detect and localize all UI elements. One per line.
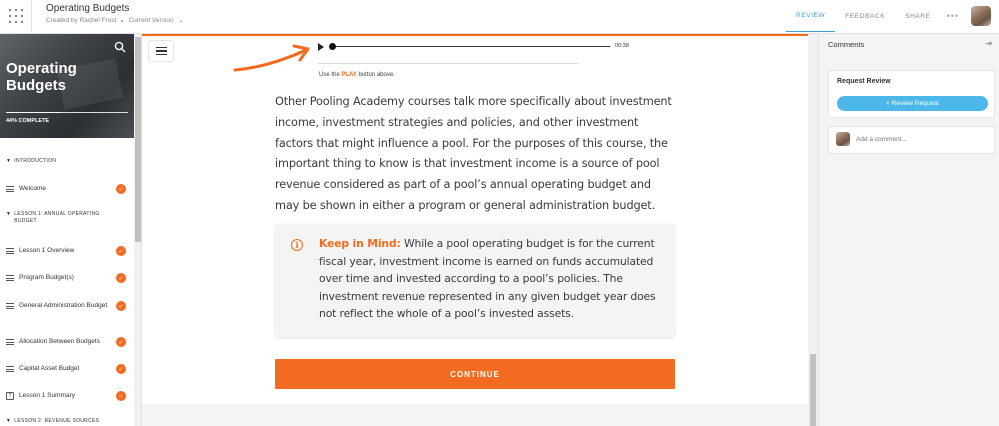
top-bar bbox=[0, 0, 999, 34]
comments-header bbox=[819, 34, 999, 54]
check-icon: ✓ bbox=[116, 184, 126, 194]
check-icon: ✓ bbox=[116, 391, 126, 401]
main-scroll-thumb[interactable] bbox=[810, 354, 816, 426]
lesson-label: Program Budget(s) bbox=[19, 274, 74, 281]
avatar bbox=[836, 132, 850, 146]
audio-progress-track[interactable] bbox=[330, 46, 610, 47]
audio-scrub-handle[interactable] bbox=[329, 43, 336, 50]
callout-text bbox=[319, 235, 664, 323]
lesson-item-welcome[interactable] bbox=[6, 185, 126, 193]
lesson-label: Capital Asset Budget bbox=[19, 365, 80, 372]
lesson-lines-icon bbox=[6, 186, 14, 192]
lesson-paragraph: Other Pooling Academy courses talk more specifically about investment income, investment strategies and policies, and other investment factors that might influence a pool. For the purposes of this course, the important thing to know is that investment income is a source of pool revenue considered as part of a pool’s annual operating budget and may be shown in either a program or general administration budget. bbox=[275, 95, 672, 212]
lesson-lines-icon bbox=[6, 303, 14, 309]
lesson-label: Lesson 1 Summary bbox=[19, 392, 75, 399]
lesson-label: General Administration Budget bbox=[19, 302, 108, 309]
callout-body: While a pool operating budget is for the current fiscal year, investment income is earned on funds accumulated over time and invested according to a pool’s policies. The investment revenue represented in any given budget year does not reflect the whole of a pool’s invested assets. bbox=[319, 237, 656, 320]
lesson-lines-icon bbox=[6, 339, 14, 345]
lesson-label: Lesson 1 Overview bbox=[19, 247, 75, 254]
sidebar-scrollbar[interactable] bbox=[134, 34, 142, 426]
section-introduction[interactable] bbox=[6, 158, 116, 165]
course-progress-label: 44% COMPLETE bbox=[6, 118, 50, 124]
comments-title: Comments bbox=[828, 40, 865, 49]
audio-time: 00:38 bbox=[615, 43, 629, 49]
lesson-lines-icon bbox=[6, 275, 14, 281]
version-dropdown[interactable]: Current Version bbox=[128, 17, 174, 24]
section-lesson-1[interactable] bbox=[6, 211, 116, 225]
tab-review[interactable]: REVIEW bbox=[786, 0, 835, 32]
request-review-card bbox=[828, 70, 995, 118]
check-icon: ✓ bbox=[116, 301, 126, 311]
caret-down-icon: ▼ bbox=[6, 211, 12, 217]
tab-feedback[interactable]: FEEDBACK bbox=[845, 12, 886, 20]
lesson-lines-icon bbox=[6, 366, 14, 372]
app-grid-button[interactable] bbox=[0, 0, 32, 32]
comment-input[interactable] bbox=[856, 136, 976, 143]
tab-share[interactable]: SHARE bbox=[905, 12, 931, 20]
main-scrollbar[interactable] bbox=[808, 34, 818, 426]
lesson-menu-button[interactable] bbox=[148, 40, 174, 62]
lesson-item-capital-asset[interactable] bbox=[6, 365, 126, 373]
top-actions bbox=[786, 0, 999, 32]
check-icon: ✓ bbox=[116, 246, 126, 256]
continue-button[interactable]: CONTINUE bbox=[275, 359, 675, 389]
grid-icon bbox=[9, 9, 23, 23]
quiz-icon: ? bbox=[6, 392, 14, 400]
lesson-lines-icon bbox=[6, 248, 14, 254]
play-icon[interactable] bbox=[318, 43, 324, 51]
play-hint: Use the PLAY button above. bbox=[319, 72, 395, 78]
lesson-item-overview[interactable] bbox=[6, 247, 126, 255]
hand-drawn-arrow-icon bbox=[232, 40, 314, 74]
comments-panel bbox=[818, 34, 999, 426]
caret-down-icon: ▼ bbox=[6, 418, 12, 424]
comment-composer bbox=[828, 126, 995, 154]
review-request-button[interactable]: + Review Request bbox=[837, 96, 988, 111]
caret-down-icon: ▼ bbox=[6, 158, 12, 164]
check-icon: ✓ bbox=[116, 364, 126, 374]
request-review-title: Request Review bbox=[837, 78, 891, 85]
lesson-main bbox=[142, 34, 818, 426]
audio-player bbox=[318, 40, 630, 56]
course-title: Operating Budgets bbox=[6, 60, 77, 94]
callout-label: Keep in Mind: bbox=[319, 237, 401, 250]
lesson-item-program-budget[interactable] bbox=[6, 274, 126, 282]
separator-dot bbox=[121, 20, 123, 22]
info-icon: i bbox=[291, 239, 303, 251]
more-options-button[interactable]: ••• bbox=[946, 11, 959, 21]
course-sidebar bbox=[0, 34, 142, 426]
lesson-item-allocation[interactable] bbox=[6, 338, 126, 346]
lesson-label: Allocation Between Budgets bbox=[19, 338, 100, 345]
section-label: INTRODUCTION bbox=[14, 158, 57, 164]
author-label: Created by Rachel Frost bbox=[46, 17, 117, 24]
play-hint-highlight: PLAY bbox=[341, 72, 357, 78]
lesson-item-general-administration[interactable] bbox=[6, 302, 126, 310]
check-icon: ✓ bbox=[116, 337, 126, 347]
chevron-down-icon: ⌄ bbox=[178, 18, 184, 24]
lesson-content bbox=[142, 34, 808, 404]
check-icon: ✓ bbox=[116, 273, 126, 283]
hamburger-icon bbox=[156, 47, 167, 49]
section-label: LESSON 1: ANNUAL OPERATING BUDGET bbox=[14, 211, 100, 224]
divider bbox=[318, 63, 579, 64]
section-lesson-2[interactable] bbox=[6, 418, 116, 425]
course-progress-fill bbox=[6, 112, 60, 113]
search-icon[interactable] bbox=[114, 41, 126, 53]
keep-in-mind-callout bbox=[275, 224, 675, 337]
progress-rule bbox=[142, 34, 808, 36]
course-hero bbox=[0, 34, 134, 138]
lesson-item-summary[interactable] bbox=[6, 392, 126, 400]
collapse-panel-icon[interactable]: ⇥ bbox=[985, 39, 992, 48]
section-label: LESSON 2: REVENUE SOURCES bbox=[14, 418, 100, 424]
user-avatar[interactable] bbox=[971, 6, 991, 26]
document-meta bbox=[46, 17, 184, 24]
course-progress-bar bbox=[6, 112, 128, 113]
document-title: Operating Budgets bbox=[46, 3, 130, 14]
lesson-label: Welcome bbox=[19, 185, 46, 192]
sidebar-scroll-thumb[interactable] bbox=[135, 37, 141, 242]
